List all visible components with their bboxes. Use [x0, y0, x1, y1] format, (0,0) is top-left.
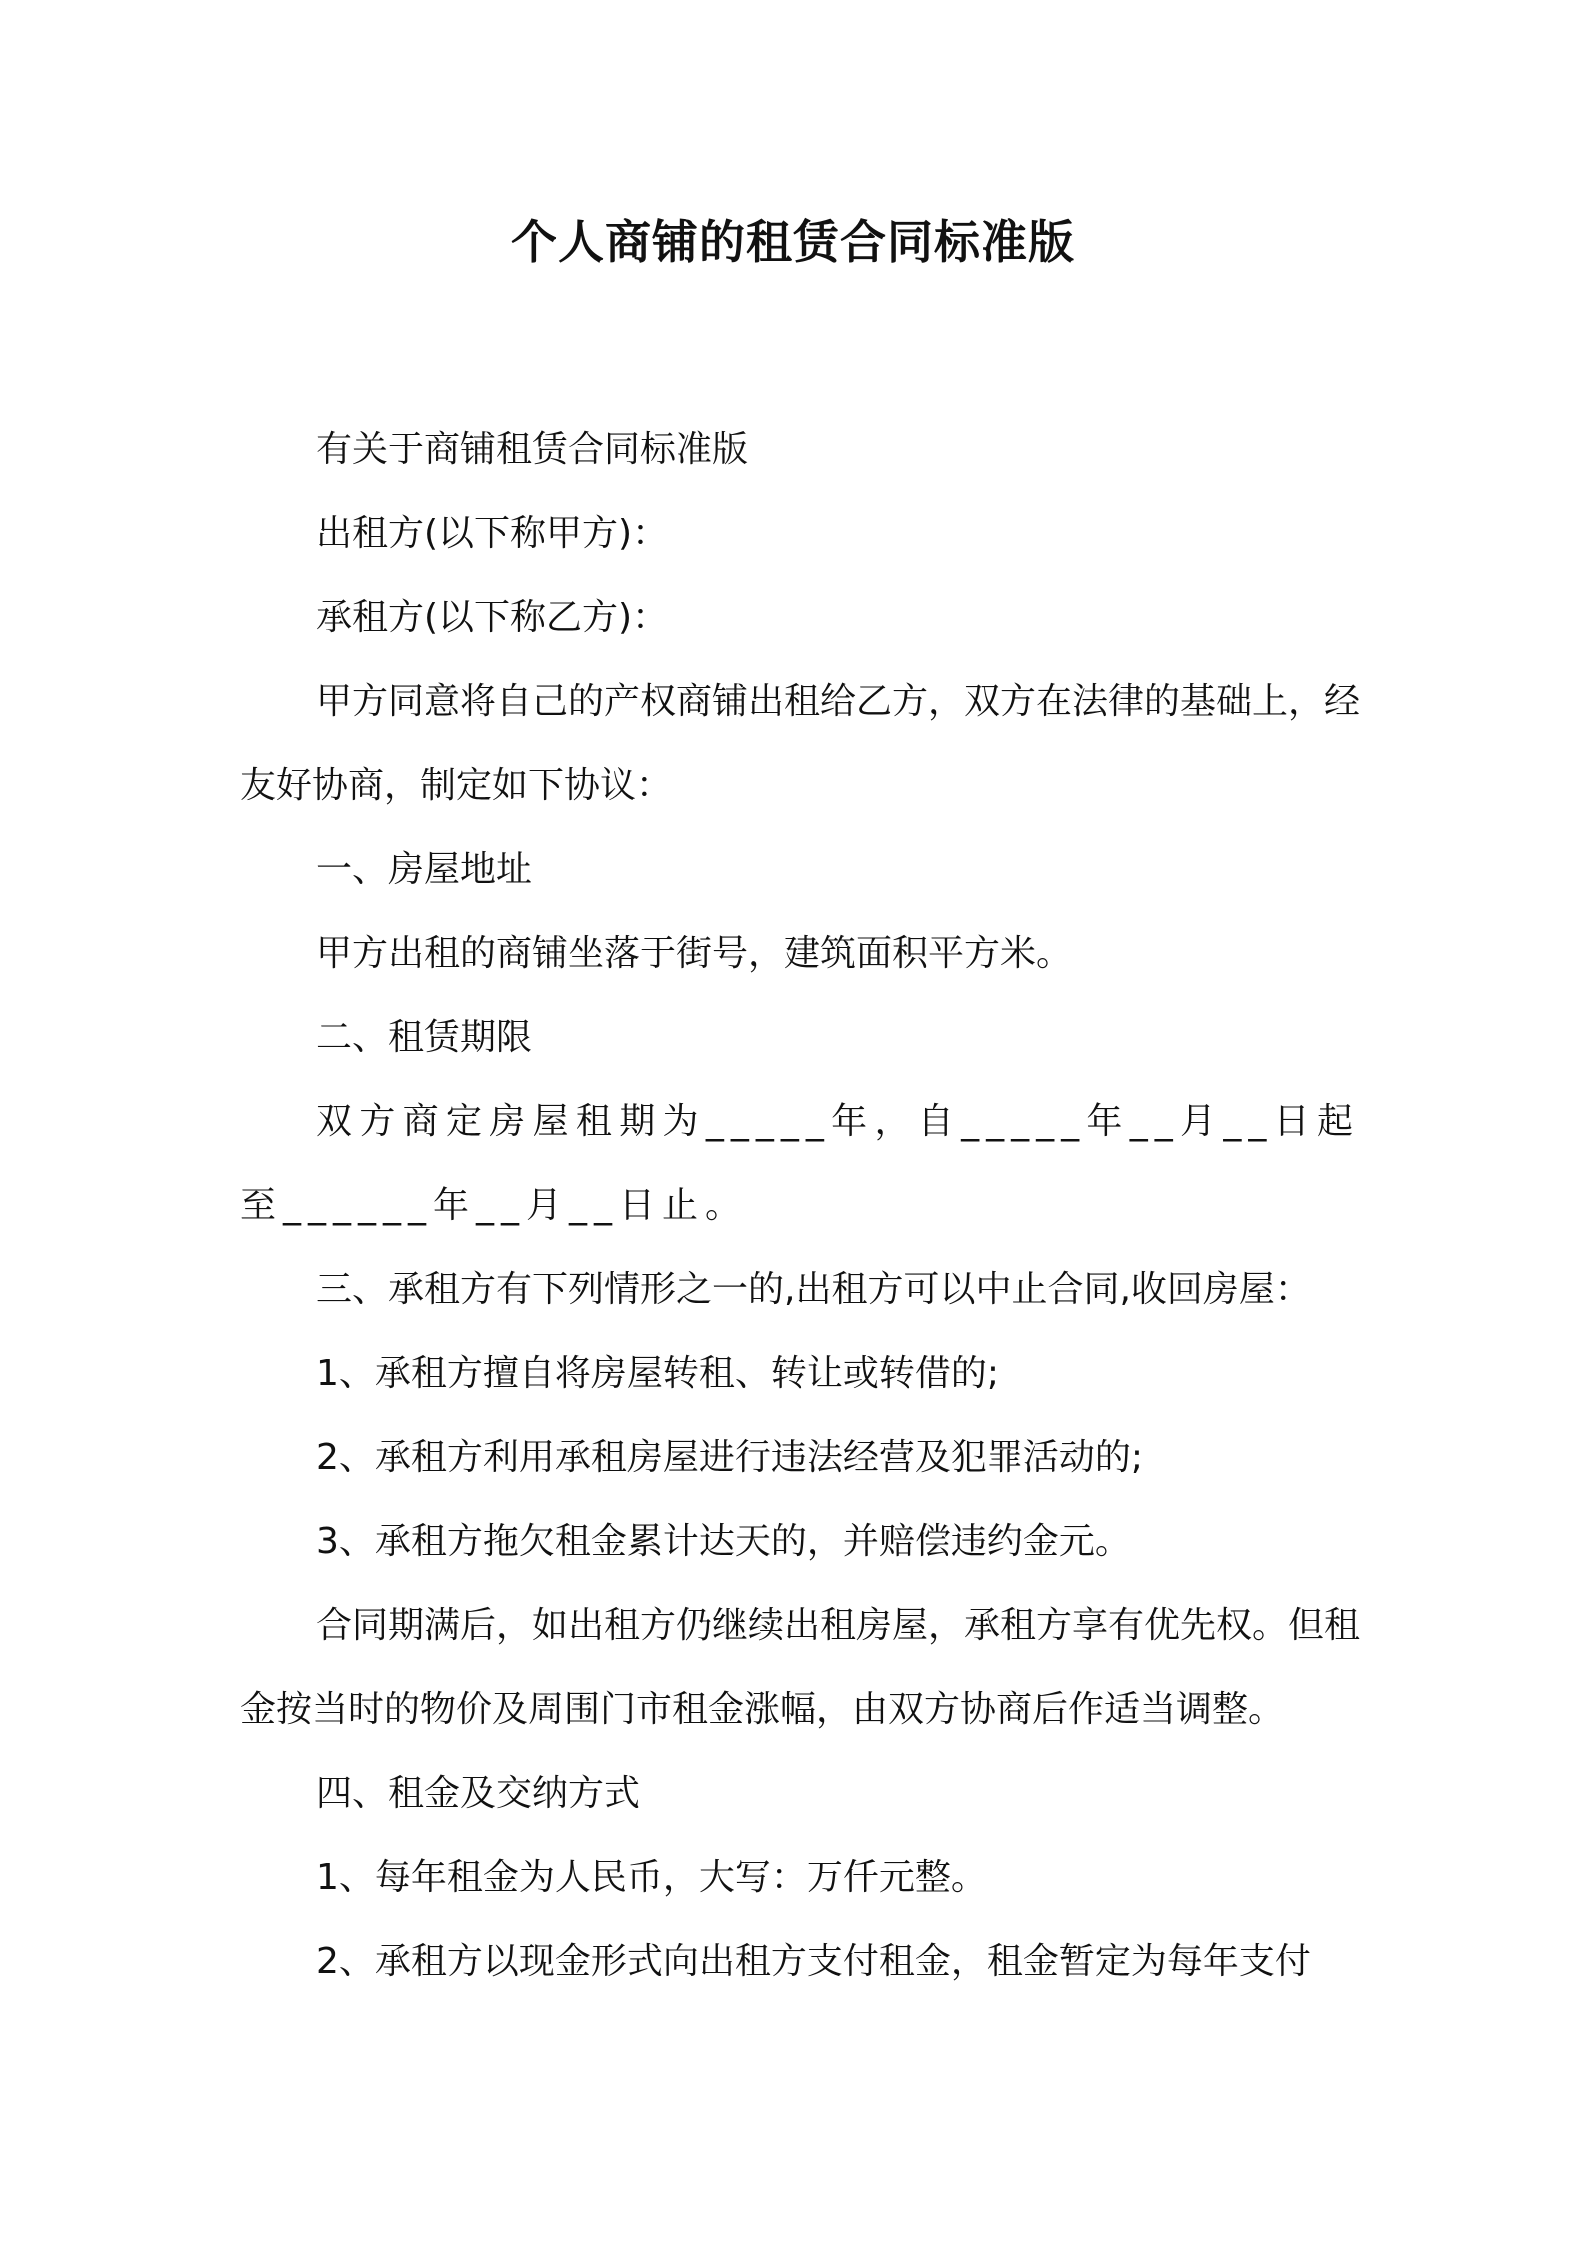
list-item-illegal-use: 2、承租方利用承租房屋进行违法经营及犯罪活动的; [316, 1437, 1144, 1478]
document-title: 个人商铺的租赁合同标准版 [511, 215, 1075, 269]
list-item-rent-arrears: 3、承租方拖欠租金累计达天的，并赔偿违约金元。 [316, 1521, 1131, 1562]
paragraph-agreement: 甲方同意将自己的产权商铺出租给乙方，双方在法律的基础上，经友好协商，制定如下协议： [240, 681, 1361, 806]
paragraph-address: 甲方出租的商铺坐落于街号，建筑面积平方米。 [316, 933, 1073, 974]
paragraph-lessee: 承租方(以下称乙方)： [316, 597, 669, 638]
section-heading-address: 一、房屋地址 [316, 849, 533, 890]
list-item-sublet: 1、承租方擅自将房屋转租、转让或转借的; [316, 1353, 1000, 1394]
paragraph-renewal: 合同期满后，如出租方仍继续出租房屋，承租方享有优先权。但租金按当时的物价及周围门市租金涨幅，由双方协商后作适当调整。 [240, 1605, 1361, 1730]
section-heading-rent: 四、租金及交纳方式 [316, 1773, 641, 1814]
section-heading-termination: 三、承租方有下列情形之一的,出租方可以中止合同,收回房屋： [316, 1269, 1311, 1310]
document-body [240, 408, 1360, 2004]
paragraph-lessor: 出租方(以下称甲方)： [316, 513, 669, 554]
section-heading-term: 二、租赁期限 [316, 1017, 533, 1058]
paragraph-term: 双方商定房屋租期为_____年，自_____年__月__日起至______年__月__日止。 [240, 1101, 1360, 1226]
list-item-annual-rent: 1、每年租金为人民币，大写：万仟元整。 [316, 1857, 987, 1898]
paragraph-intro: 有关于商铺租赁合同标准版 [316, 429, 749, 470]
list-item-payment-method: 2、承租方以现金形式向出租方支付租金，租金暂定为每年支付 [316, 1941, 1311, 1982]
